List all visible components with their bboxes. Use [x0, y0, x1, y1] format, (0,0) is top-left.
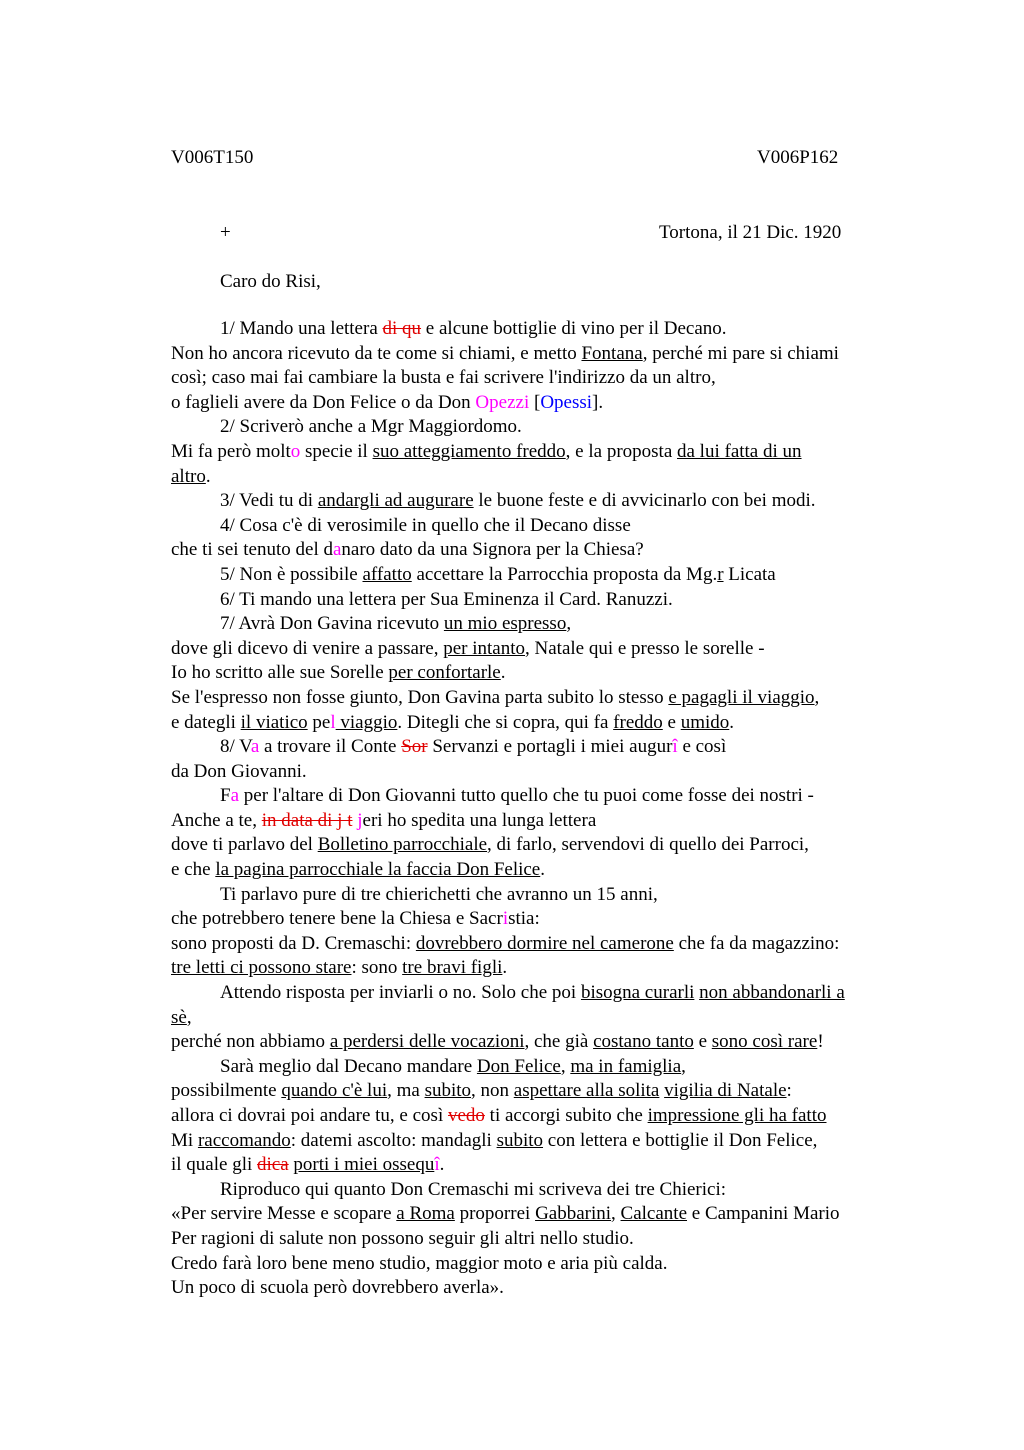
underlined-text: sono così rare [711, 1031, 818, 1053]
underlined-text: non abbandonarli a [699, 982, 845, 1004]
deleted-text: dica [257, 1154, 289, 1176]
text-segment: stia: [508, 908, 540, 930]
salutation: Caro do Risi, [220, 271, 321, 292]
text-segment: Non ho ancora ricevuto da te come si chiami, e metto [171, 342, 582, 364]
deleted-text: in data di j t [261, 809, 353, 831]
text-segment: . [439, 1154, 445, 1176]
text-line [171, 661, 931, 686]
text-line [171, 735, 931, 760]
text-line [171, 514, 931, 539]
underlined-text: vigilia di Natale [664, 1080, 787, 1102]
text-segment: con lettera e bottiglie il Don Felice, [543, 1129, 818, 1151]
text-line [171, 465, 931, 490]
text-segment: sono proposti da D. Cremaschi: [171, 932, 416, 954]
text-segment: e così [677, 736, 727, 758]
text-segment: possibilmente [171, 1080, 282, 1102]
text-segment: e Campanini Mario [687, 1203, 840, 1225]
text-line [171, 588, 931, 613]
underlined-text: a perdersi delle vocazioni [329, 1031, 525, 1053]
text-line [171, 1153, 931, 1178]
text-segment: , Natale qui e presso le sorelle - [525, 637, 765, 659]
text-segment: , non [471, 1080, 514, 1102]
text-segment: a trovare il Conte [259, 736, 402, 758]
text-line [171, 1227, 931, 1252]
text-segment: Un poco di scuola però dovrebbero averla». [171, 1277, 504, 1299]
text-line [171, 833, 931, 858]
correction-text: j [357, 809, 363, 831]
text-segment: Sarà meglio dal Decano mandare [220, 1055, 477, 1077]
archive-code-right: V006P162 [757, 147, 839, 168]
text-line [171, 981, 931, 1006]
text-line [171, 366, 931, 391]
text-segment: allora ci dovrai poi andare tu, e così [171, 1105, 448, 1126]
text-segment: Per ragioni di salute non possono seguir gli altri nello studio. [171, 1227, 634, 1249]
underlined-text: porti i miei ossequ [293, 1154, 435, 1176]
text-segment: e che [171, 859, 216, 881]
text-segment: che ti sei tenuto del d [171, 539, 333, 561]
text-line [171, 637, 931, 662]
text-segment: . [540, 859, 545, 881]
text-segment: , ma [387, 1080, 425, 1102]
text-segment: 2/ Scriverò anche a Mgr Maggiordomo. [220, 416, 522, 438]
text-segment: . Ditegli che si copra, qui fa [397, 711, 614, 733]
text-segment: accettare la Parrocchia proposta da Mg. [411, 563, 718, 585]
underlined-text: impressione gli ha fatto [647, 1105, 827, 1126]
text-segment: [ [529, 391, 541, 413]
text-segment: da Don Giovanni. [171, 760, 307, 782]
underlined-text: dovrebbero dormire nel camerone [415, 932, 674, 954]
text-segment: , e la proposta [565, 440, 677, 462]
underlined-text: bisogna curarli [580, 982, 695, 1004]
text-segment: Riproduco qui quanto Don Cremaschi mi scriveva dei tre Chierici: [220, 1178, 727, 1200]
underlined-text: Calcante [620, 1203, 688, 1225]
text-line [171, 932, 931, 957]
text-segment: . [502, 957, 508, 979]
text-line [171, 1252, 931, 1277]
text-segment: 6/ Ti mando una lettera per Sua Eminenza il Card. Ranuzzi. [220, 588, 673, 610]
text-line [171, 1129, 931, 1154]
correction-text: Opezzi [475, 391, 530, 413]
correction-text: a [230, 785, 240, 807]
underlined-text: r [717, 563, 724, 585]
text-line [171, 760, 931, 785]
text-segment: Se l'espresso non fosse giunto, Don Gavina parta subito lo stesso [171, 686, 669, 708]
cross-symbol: + [220, 222, 231, 243]
text-line [171, 1178, 931, 1203]
text-segment: Credo farà loro bene meno studio, maggior moto e aria più calda. [171, 1252, 668, 1274]
underlined-text: suo atteggiamento freddo [372, 440, 566, 462]
archive-code-left: V006T150 [171, 147, 254, 168]
text-segment: 5/ Non è possibile [220, 563, 363, 585]
text-segment: . [729, 711, 735, 733]
text-line [171, 883, 931, 908]
text-line [171, 489, 931, 514]
underlined-text: e pagagli il viaggio [668, 686, 815, 708]
text-line [171, 907, 931, 932]
text-segment: , [681, 1055, 686, 1077]
text-line [171, 1104, 931, 1129]
correction-text: i [502, 908, 509, 930]
underlined-text: da lui fatta di un [677, 440, 802, 462]
underlined-text: affatto [362, 563, 412, 585]
text-segment: 8/ V [220, 736, 251, 758]
correction-text: î [434, 1154, 440, 1176]
text-segment: Servanzi e portagli i miei augur [427, 736, 673, 758]
text-segment: , che già [524, 1031, 594, 1053]
underlined-text: per intanto [443, 637, 526, 659]
text-line [171, 956, 931, 981]
correction-text: î [672, 736, 678, 758]
text-line [171, 1079, 931, 1104]
text-segment: che fa da magazzino: [673, 932, 840, 954]
text-segment: 7/ Avrà Don Gavina ricevuto [220, 613, 444, 635]
deleted-text: Sor [401, 736, 428, 758]
text-line [171, 1030, 931, 1055]
text-line [171, 1055, 931, 1080]
editorial-note: Opessi [540, 391, 593, 413]
text-segment: , di farlo, servendovi di quello dei Parroci, [487, 834, 809, 856]
text-line [171, 1006, 931, 1031]
text-segment: , perché mi pare si chiami [642, 342, 839, 364]
correction-text: l [330, 711, 336, 733]
underlined-text: altro [171, 465, 206, 487]
text-segment: pe [307, 711, 331, 733]
underlined-text: Fontana [581, 342, 643, 364]
text-line [171, 1276, 931, 1301]
underlined-text: andargli ad augurare [317, 490, 474, 512]
underlined-text: Bolletino parrocchiale [317, 834, 488, 856]
text-segment: 4/ Cosa c'è di verosimile in quello che il Decano disse [220, 514, 631, 536]
text-segment: e dategli [171, 711, 241, 733]
text-line [171, 415, 931, 440]
text-segment: , [566, 613, 572, 635]
text-segment: Attendo risposta per inviarli o no. Solo che poi [220, 982, 581, 1004]
text-segment: : datemi ascolto: mandagli [290, 1129, 497, 1151]
underlined-text: raccomando [197, 1129, 291, 1151]
text-line [171, 784, 931, 809]
text-segment: , [186, 1006, 192, 1028]
text-line [171, 809, 931, 834]
text-segment: eri ho spedita una lunga lettera [362, 809, 597, 831]
text-segment: e [693, 1031, 712, 1053]
text-segment: ! [817, 1031, 824, 1053]
underlined-text: Gabbarini [535, 1203, 612, 1225]
text-segment: Anche a te, [171, 809, 262, 831]
text-segment: proporrei [454, 1203, 536, 1225]
text-segment: : sono [351, 957, 403, 979]
text-segment: dove gli dicevo di venire a passare, [171, 637, 444, 659]
text-line [171, 440, 931, 465]
text-line [171, 342, 931, 367]
text-segment: il quale gli [171, 1154, 258, 1176]
text-segment: o faglieli avere da Don Felice o da Don [171, 391, 476, 413]
text-segment: , [611, 1203, 621, 1225]
text-segment: dove ti parlavo del [171, 834, 318, 856]
text-segment: e alcune bottiglie di vino per il Decano. [421, 318, 727, 339]
text-segment: Mi fa però molt [171, 440, 291, 462]
letter-body [171, 317, 931, 1301]
deleted-text: di qu [382, 318, 422, 339]
underlined-text: subito [496, 1129, 544, 1151]
text-line [171, 612, 931, 637]
underlined-text: aspettare alla solita [513, 1080, 660, 1102]
text-segment: così; caso mai fai cambiare la busta e fai scrivere l'indirizzo da un altro, [171, 367, 716, 389]
text-segment: ti accorgi subito che [484, 1105, 648, 1126]
underlined-text: viaggio [335, 711, 398, 733]
text-segment: che potrebbero tenere bene la Chiesa e Sacr [171, 908, 503, 930]
text-line [171, 391, 931, 416]
correction-text: o [290, 440, 301, 462]
underlined-text: il viatico [240, 711, 308, 733]
underlined-text: subito [424, 1080, 472, 1102]
text-segment: 1/ Mando una lettera [220, 318, 383, 339]
text-segment: le buone feste e di avvicinarlo con bei modi. [473, 490, 816, 512]
text-segment: specie il [300, 440, 373, 462]
underlined-text: quando c'è lui [281, 1080, 388, 1102]
text-segment: e [662, 711, 681, 733]
text-segment: perché non abbiamo [171, 1031, 330, 1053]
text-segment: : [786, 1080, 792, 1102]
text-segment: Io ho scritto alle sue Sorelle [171, 662, 389, 684]
text-segment: per l'altare di Don Giovanni tutto quello che tu puoi come fosse dei nostri - [239, 785, 814, 807]
text-segment: , [814, 686, 820, 708]
text-line [171, 686, 931, 711]
text-segment: 3/ Vedi tu di [220, 490, 318, 512]
underlined-text: umido [680, 711, 730, 733]
text-segment: Ti parlavo pure di tre chierichetti che avranno un 15 anni, [220, 883, 658, 905]
text-segment: , [560, 1055, 571, 1077]
text-segment: ]. [592, 391, 604, 413]
underlined-text: Don Felice [476, 1055, 561, 1077]
underlined-text: tre letti ci possono stare [171, 957, 352, 979]
underlined-text: freddo [613, 711, 663, 733]
underlined-text: costano tanto [593, 1031, 694, 1053]
place-date: Tortona, il 21 Dic. 1920 [659, 222, 842, 243]
text-line [171, 1202, 931, 1227]
text-line [171, 711, 931, 736]
text-segment: Licata [723, 563, 776, 585]
underlined-text: a Roma [396, 1203, 455, 1225]
text-segment: Mi [171, 1129, 198, 1151]
text-line [171, 538, 931, 563]
text-line [171, 563, 931, 588]
text-segment: naro dato da una Signora per la Chiesa? [341, 539, 644, 561]
underlined-text: per confortarle [388, 662, 501, 684]
underlined-text: sè [171, 1006, 187, 1028]
underlined-text: tre bravi figli [402, 957, 503, 979]
text-line [171, 858, 931, 883]
underlined-text: un mio espresso [443, 613, 567, 635]
text-segment: «Per servire Messe e scopare [171, 1203, 397, 1225]
text-segment: F [220, 785, 231, 807]
underlined-text: la pagina parrocchiale la faccia Don Felice [215, 859, 541, 881]
correction-text: a [332, 539, 342, 561]
correction-text: a [250, 736, 260, 758]
deleted-text: vedo [447, 1105, 485, 1126]
text-line [171, 317, 931, 342]
text-segment: . [500, 662, 506, 684]
underlined-text: ma in famiglia [570, 1055, 682, 1077]
text-segment: . [205, 465, 211, 487]
